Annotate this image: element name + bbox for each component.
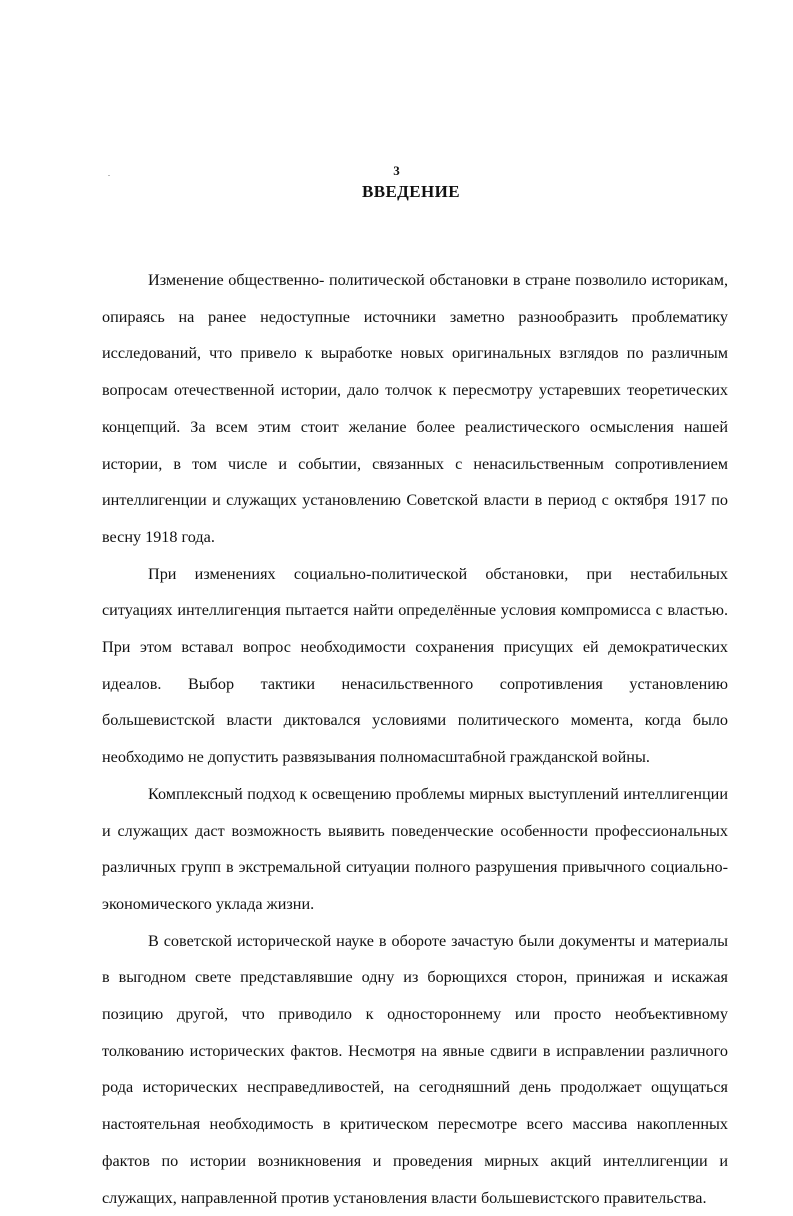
paragraph-3: Комплексный подход к освещению проблемы мирных выступлений интеллигенции и служащих даст возможность выявить поведенческие особенности профессиональных различных групп в экстремальной ситуации полного разрушения привычного социально-экономического уклада жизни. — [102, 784, 728, 913]
page-number: 3 — [393, 163, 400, 178]
page-title: ВВЕДЕНИЕ — [361, 182, 461, 201]
paragraph-4: В советской исторической науке в обороте зачастую были документы и материалы в выгодном свете представлявшие одну из борющихся сторон, принижая и искажая позицию другой, что приводило к одностороннему или просто необъективному толкованию исторических фактов. Несмотря на явные сдвиги в исправлении различного рода исторических несправедливостей, на сегодняшний день продолжает ощущаться настоятельная необходимость в критическом пересмотре всего массива накопленных фактов по истории возникновения и проведения мирных акций интеллигенции и служащих, направленной против установления власти большевистского правительства. — [102, 931, 728, 1207]
paragraph-2: При изменениях социально-политической обстановки, при нестабильных ситуациях интеллигенция пытается найти определённые условия компромисса с властью. При этом вставал вопрос необходимости сохранения присущих ей демократических идеалов. Выбор тактики ненасильственного сопротивления установлению большевистской власти диктовался условиями политического момента, когда было необходимо не допустить развязывания полномасштабной гражданской войны. — [102, 564, 728, 767]
body-text — [102, 262, 728, 1216]
paragraph-1: Изменение общественно- политической обстановки в стране позволило историкам, опираясь на ранее недоступные источники заметно разнообразить проблематику исследований, что привело к выработке новых оригинальных взглядов по различным вопросам отечественной истории, дало толчок к пересмотру устаревших теоретических концепций. За всем этим стоит желание более реалистического осмысления нашей истории, в том числе и событии, связанных с ненасильственным сопротивлением интеллигенции и служащих установлению Советской власти в период с октября 1917 по весну 1918 года. — [102, 271, 728, 546]
